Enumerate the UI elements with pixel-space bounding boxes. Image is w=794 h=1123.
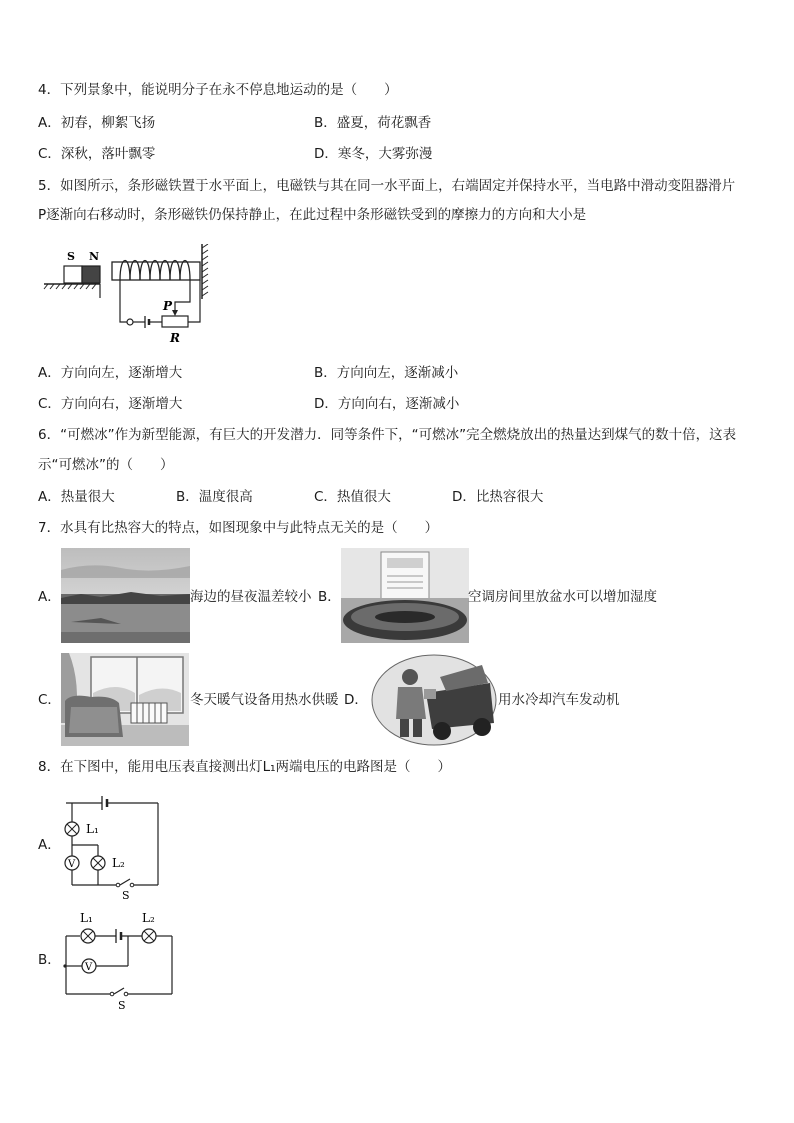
label-s: S [122, 889, 130, 902]
q6-option-a: A．热量很大 [38, 489, 115, 505]
label-v: V [85, 962, 93, 973]
q7-option-c-letter: C． [38, 692, 61, 708]
q5-electromagnet-figure [42, 244, 217, 344]
q7-option-a-letter: A． [38, 589, 61, 605]
bar-magnet-s [64, 266, 82, 283]
label-r: R [170, 331, 180, 344]
q4-option-d: D．寒冬，大雾弥漫 [314, 146, 433, 162]
q6-option-d: D．比热容很大 [452, 489, 544, 505]
q6-option-b: B．温度很高 [176, 489, 253, 505]
label-l2: L₂ [112, 856, 125, 870]
q5-option-a: A．方向向左，逐渐增大 [38, 365, 183, 381]
q4-stem: 4．下列景象中，能说明分子在永不停息地运动的是（ ） [38, 82, 398, 98]
q5-option-b: B．方向向左，逐渐减小 [314, 365, 459, 381]
q4-option-c: C．深秋，落叶飘零 [38, 146, 156, 162]
q4-option-a: A．初春，柳絮飞扬 [38, 115, 156, 131]
car-engine-cooling-photo [370, 653, 498, 746]
q7-option-c-text: 冬天暖气设备用热水供暖 [190, 692, 339, 708]
bar-magnet-n [82, 266, 100, 283]
q8-stem: 8．在下图中，能用电压表直接测出灯L₁两端电压的电路图是（ ） [38, 759, 452, 775]
q7-option-b-letter: B． [318, 589, 341, 605]
q5-stem-line2: P逐渐向右移动时，条形磁铁仍保持静止，在此过程中条形磁铁受到的摩擦力的方向和大小是 [38, 207, 587, 223]
q4-option-b: B．盛夏，荷花飘香 [314, 115, 432, 131]
q5-option-c: C．方向向右，逐渐增大 [38, 396, 183, 412]
label-n: N [89, 250, 100, 263]
label-l2: L₂ [142, 911, 155, 925]
air-conditioner-room-photo [341, 548, 469, 643]
q8-option-a-letter: A． [38, 837, 61, 853]
q7-option-a-text: 海边的昼夜温差较小 [190, 589, 312, 605]
label-l1: L₁ [80, 911, 93, 925]
label-s: S [67, 250, 75, 263]
q5-stem-line1: 5．如图所示，条形磁铁置于水平面上，电磁铁与其在同一水平面上，右端固定并保持水平，当电路中滑动变阻器滑片 [38, 178, 736, 194]
q6-stem-line1: 6．“可燃冰”作为新型能源，有巨大的开发潜力．同等条件下，“可燃冰”完全燃烧放出的热量达到煤气的数十倍，这表 [38, 427, 737, 443]
label-v: V [68, 859, 76, 870]
q8-circuit-a [60, 793, 170, 903]
seaside-photo [61, 548, 190, 643]
label-l1: L₁ [86, 822, 99, 836]
q7-stem: 7．水具有比热容大的特点，如图现象中与此特点无关的是（ ） [38, 520, 439, 536]
q7-option-b-text: 空调房间里放盆水可以增加湿度 [468, 589, 657, 605]
q7-option-d-text: 用水冷却汽车发动机 [498, 692, 620, 708]
label-s: S [118, 999, 126, 1012]
label-p: P [163, 299, 173, 313]
q8-circuit-b [60, 908, 185, 1013]
q5-option-d: D．方向向右，逐渐减小 [314, 396, 460, 412]
q8-option-b-letter: B． [38, 952, 61, 968]
q6-option-c: C．热值很大 [314, 489, 391, 505]
q6-stem-line2: 示“可燃冰”的（ ） [38, 457, 174, 473]
heating-room-photo [61, 653, 189, 746]
q7-option-d-letter: D． [344, 692, 368, 708]
